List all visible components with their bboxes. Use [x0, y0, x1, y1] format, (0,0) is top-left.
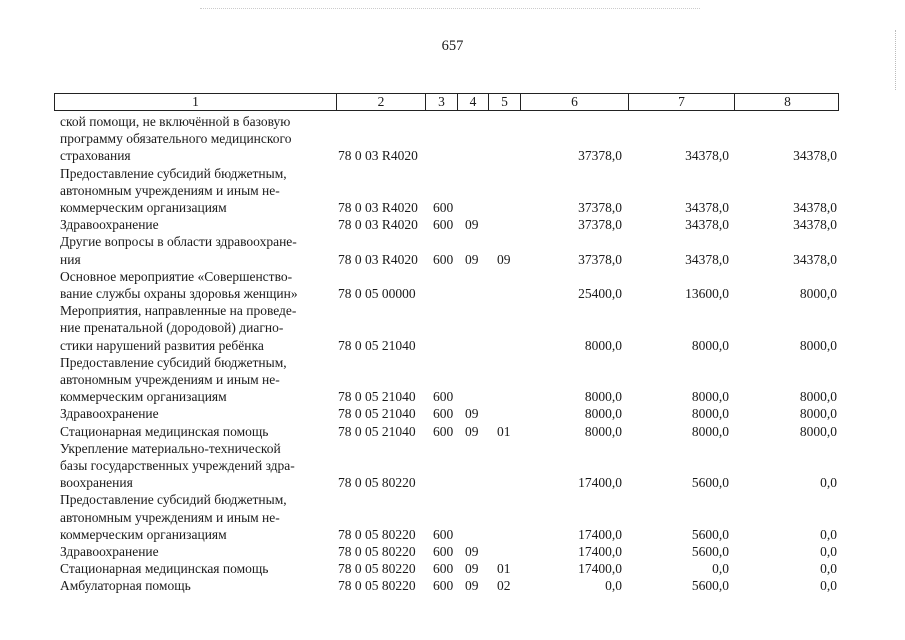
row-amount-col8: 8000,0	[799, 406, 837, 422]
row-expense-type: 600	[433, 389, 454, 405]
table-row	[0, 113, 905, 165]
row-expense-type: 600	[433, 526, 454, 542]
row-amount-col6: 8000,0	[584, 423, 622, 439]
header-col-5: 5	[489, 94, 521, 110]
row-target-code: 78 0 05 21040	[338, 389, 416, 405]
table-row	[0, 165, 905, 217]
row-name-line: базы государственных учреждений здра-	[60, 458, 295, 473]
row-amount-col7: 34378,0	[685, 217, 729, 233]
row-amount-col7: 5600,0	[691, 526, 729, 542]
row-amount-col8: 0,0	[820, 475, 837, 491]
row-section: 09	[465, 578, 479, 594]
row-name	[60, 560, 332, 577]
row-amount-col8: 34378,0	[793, 251, 837, 267]
row-amount-col6: 37378,0	[578, 251, 622, 267]
row-name-line: Стационарная медицинская помощь	[60, 561, 269, 577]
row-name-line: Предоставление субсидий бюджетным,	[60, 165, 287, 181]
row-amount-col6: 8000,0	[584, 406, 622, 422]
row-amount-col8: 8000,0	[799, 389, 837, 405]
header-col-6: 6	[521, 94, 629, 110]
row-target-code: 78 0 05 00000	[338, 285, 416, 301]
row-target-code: 78 0 05 80220	[338, 544, 416, 559]
row-amount-col8: 8000,0	[799, 285, 837, 301]
header-col-1: 1	[55, 94, 337, 110]
row-amount-col8: 0,0	[820, 561, 837, 577]
row-target-code: 78 0 03 R4020	[338, 199, 418, 215]
row-amount-col8: 0,0	[820, 526, 837, 542]
row-amount-col7: 8000,0	[691, 423, 729, 439]
page-number: 657	[441, 38, 464, 54]
row-name-line: Другие вопросы в области здравоохране-	[60, 234, 297, 250]
row-amount-col6: 8000,0	[584, 337, 622, 353]
row-amount-col8: 34378,0	[793, 199, 837, 215]
row-name-line: программу обязательного медицинского	[60, 131, 292, 147]
row-name-line: воохранения	[60, 475, 133, 491]
table-row	[0, 560, 905, 577]
row-name-line: Амбулаторная помощь	[60, 578, 191, 594]
row-subsection: 02	[497, 578, 511, 594]
row-name-line: коммерческим организациям	[60, 200, 227, 215]
table-row	[0, 302, 905, 354]
row-amount-col7: 34378,0	[685, 251, 729, 267]
row-amount-col7: 34378,0	[685, 199, 729, 215]
row-target-code: 78 0 05 80220	[338, 526, 416, 542]
row-amount-col7: 5600,0	[691, 578, 729, 594]
row-expense-type: 600	[433, 578, 454, 594]
row-amount-col6: 37378,0	[578, 148, 622, 164]
row-name	[60, 354, 332, 406]
row-name-line: стики нарушений развития ребёнка	[60, 337, 264, 353]
header-col-4: 4	[458, 94, 489, 110]
row-name-line: ской помощи, не включённой в базовую	[60, 114, 291, 129]
row-section: 09	[465, 251, 479, 267]
row-expense-type: 600	[433, 544, 454, 559]
row-amount-col6: 25400,0	[578, 285, 622, 301]
table-row	[0, 268, 905, 302]
row-name	[60, 577, 332, 594]
row-name-line: Предоставление субсидий бюджетным,	[60, 354, 287, 370]
row-amount-col8: 34378,0	[793, 148, 837, 164]
row-amount-col7: 5600,0	[691, 544, 729, 559]
row-name	[60, 113, 332, 165]
row-expense-type: 600	[433, 406, 454, 422]
row-name-line: ния	[60, 251, 81, 267]
row-section: 09	[465, 406, 479, 422]
row-amount-col7: 34378,0	[685, 148, 729, 164]
table-row	[0, 354, 905, 406]
table-row	[0, 216, 905, 233]
row-name-line: Здравоохранение	[60, 217, 159, 233]
row-amount-col8: 0,0	[820, 544, 837, 559]
row-name-line: Здравоохранение	[60, 406, 159, 422]
row-name-line: ние пренатальной (дородовой) диагно-	[60, 320, 284, 336]
row-expense-type: 600	[433, 423, 454, 439]
row-amount-col8: 0,0	[820, 578, 837, 594]
row-name	[60, 405, 332, 422]
row-name-line: автономным учреждениям и иным не-	[60, 509, 280, 525]
row-amount-col6: 8000,0	[584, 389, 622, 405]
row-name-line: Мероприятия, направленные на проведе-	[60, 303, 297, 319]
row-target-code: 78 0 03 R4020	[338, 148, 418, 164]
row-name	[60, 423, 332, 440]
row-name	[60, 165, 332, 217]
row-expense-type: 600	[433, 217, 454, 233]
row-section: 09	[465, 544, 479, 559]
row-amount-col6: 17400,0	[578, 475, 622, 491]
row-name	[60, 491, 332, 543]
row-subsection: 01	[497, 561, 511, 577]
header-col-8: 8	[784, 94, 791, 109]
table-header-row	[54, 93, 839, 111]
table-row	[0, 423, 905, 440]
table-row	[0, 543, 905, 560]
row-subsection: 09	[497, 251, 511, 267]
row-name-line: Здравоохранение	[60, 544, 159, 559]
row-amount-col8: 8000,0	[799, 423, 837, 439]
row-name-line: коммерческим организациям	[60, 526, 227, 542]
row-amount-col7: 8000,0	[691, 337, 729, 353]
header-col-2: 2	[337, 94, 426, 110]
table-row	[0, 577, 905, 594]
row-name-line: страхования	[60, 148, 131, 164]
row-name-line: коммерческим организациям	[60, 389, 227, 405]
scan-speckle	[200, 8, 700, 11]
row-section: 09	[465, 217, 479, 233]
row-expense-type: 600	[433, 251, 454, 267]
table-row	[0, 440, 905, 492]
row-amount-col7: 8000,0	[691, 406, 729, 422]
row-name-line: Предоставление субсидий бюджетным,	[60, 492, 287, 508]
row-target-code: 78 0 05 21040	[338, 337, 416, 353]
row-name-line: вание службы охраны здоровья женщин»	[60, 286, 298, 301]
table-row	[0, 405, 905, 422]
row-expense-type: 600	[433, 199, 454, 215]
row-name	[60, 268, 332, 302]
row-amount-col7: 13600,0	[685, 285, 729, 301]
row-expense-type: 600	[433, 561, 454, 577]
row-amount-col6: 17400,0	[578, 526, 622, 542]
table-row	[0, 491, 905, 543]
row-target-code: 78 0 03 R4020	[338, 217, 418, 233]
row-amount-col6: 37378,0	[578, 199, 622, 215]
row-target-code: 78 0 05 80220	[338, 475, 416, 491]
row-amount-col6: 0,0	[605, 578, 622, 594]
row-amount-col7: 8000,0	[691, 389, 729, 405]
row-section: 09	[465, 561, 479, 577]
header-col-3: 3	[426, 94, 458, 110]
row-name-line: Стационарная медицинская помощь	[60, 423, 269, 439]
row-subsection: 01	[497, 423, 511, 439]
row-name-line: автономным учреждениям и иным не-	[60, 372, 280, 387]
row-target-code: 78 0 05 80220	[338, 578, 416, 594]
row-target-code: 78 0 05 21040	[338, 423, 416, 439]
row-name-line: Укрепление материально-технической	[60, 440, 281, 456]
header-col-7: 7	[629, 94, 735, 110]
row-name	[60, 543, 332, 560]
row-target-code: 78 0 05 80220	[338, 561, 416, 577]
row-amount-col8: 34378,0	[793, 217, 837, 233]
row-name-line: автономным учреждениям и иным не-	[60, 182, 280, 198]
row-name-line: Основное мероприятие «Совершенство-	[60, 268, 293, 284]
row-amount-col8: 8000,0	[799, 337, 837, 353]
row-amount-col7: 0,0	[712, 561, 729, 577]
row-name	[60, 440, 332, 492]
row-name	[60, 233, 332, 267]
table-row	[0, 233, 905, 267]
row-amount-col7: 5600,0	[691, 475, 729, 491]
row-section: 09	[465, 423, 479, 439]
row-name	[60, 216, 332, 233]
row-name	[60, 302, 332, 354]
row-target-code: 78 0 05 21040	[338, 406, 416, 422]
row-target-code: 78 0 03 R4020	[338, 251, 418, 267]
row-amount-col6: 17400,0	[578, 544, 622, 559]
row-amount-col6: 37378,0	[578, 217, 622, 233]
row-amount-col6: 17400,0	[578, 561, 622, 577]
